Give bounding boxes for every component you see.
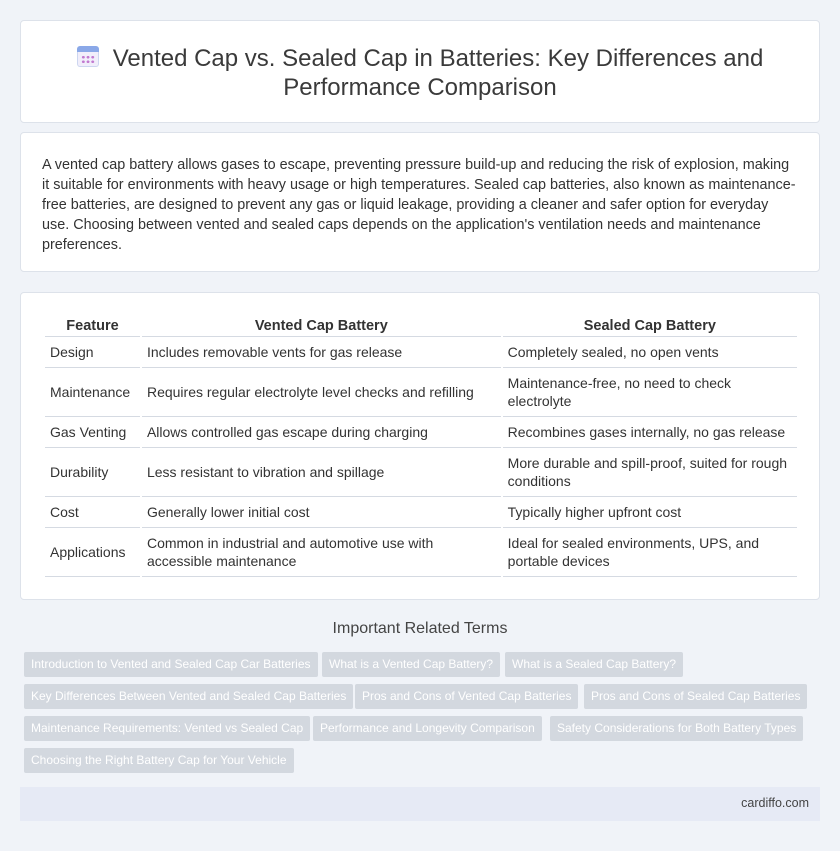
table-row [45,497,797,528]
sealed-cell: Completely sealed, no open vents [503,337,797,368]
table-row [45,448,797,497]
related-term-link[interactable]: What is a Sealed Cap Battery? [505,652,683,677]
related-terms-heading: Important Related Terms [332,620,508,637]
column-header-feature: Feature [45,315,140,337]
sealed-cell: Ideal for sealed environments, UPS, and portable devices [503,528,797,577]
table-row [45,337,797,368]
feature-cell: Design [45,337,140,368]
related-term-link[interactable]: Key Differences Between Vented and Sealed Cap Batteries [24,684,353,709]
comparison-table [43,315,799,577]
table-row [45,417,797,448]
calendar-icon [77,44,99,68]
feature-cell: Gas Venting [45,417,140,448]
sealed-cell: More durable and spill-proof, suited for rough conditions [503,448,797,497]
related-term-link[interactable]: Introduction to Vented and Sealed Cap Car Batteries [24,652,318,677]
vented-cell: Generally lower initial cost [142,497,501,528]
vented-cell: Allows controlled gas escape during charging [142,417,501,448]
table-header-row [45,315,797,337]
vented-cell: Common in industrial and automotive use with accessible maintenance [142,528,501,577]
feature-cell: Durability [45,448,140,497]
page-title-wrap [21,44,819,102]
footer [20,787,820,821]
intro-paragraph: A vented cap battery allows gases to escape, preventing pressure build-up and reducing the risk of explosion, making it suitable for environments with heavy usage or high temperatures. Sealed cap batteries, also known as maintenance-free batteries, are designed to prevent any gas or liquid leakage, providing a cleaner and safer option for everyday use. Choosing between vented and sealed caps depends on the application's ventilation needs and maintenance preferences. [42,157,796,253]
column-header-sealed: Sealed Cap Battery [503,315,797,337]
vented-cell: Requires regular electrolyte level checks and refilling [142,368,501,417]
feature-cell: Maintenance [45,368,140,417]
page-title: Vented Cap vs. Sealed Cap in Batteries: Key Differences and Performance Comparison [112,45,764,101]
related-term-link[interactable]: Maintenance Requirements: Vented vs Sealed Cap [24,716,310,741]
footer-site-name: cardiffo.com [741,796,809,810]
table-row [45,368,797,417]
feature-cell: Cost [45,497,140,528]
title-card [20,20,820,123]
related-term-link[interactable]: Performance and Longevity Comparison [313,716,542,741]
related-term-link[interactable]: Pros and Cons of Sealed Cap Batteries [584,684,807,709]
sealed-cell: Recombines gases internally, no gas release [503,417,797,448]
related-term-link[interactable]: Choosing the Right Battery Cap for Your Vehicle [24,748,294,773]
intro-card [20,132,820,272]
sealed-cell: Typically higher upfront cost [503,497,797,528]
comparison-table-card [20,292,820,600]
sealed-cell: Maintenance-free, no need to check electrolyte [503,368,797,417]
feature-cell: Applications [45,528,140,577]
table-row [45,528,797,577]
related-term-link[interactable]: Safety Considerations for Both Battery Types [550,716,803,741]
column-header-vented: Vented Cap Battery [142,315,501,337]
related-term-link[interactable]: Pros and Cons of Vented Cap Batteries [355,684,578,709]
related-term-link[interactable]: What is a Vented Cap Battery? [322,652,500,677]
vented-cell: Less resistant to vibration and spillage [142,448,501,497]
vented-cell: Includes removable vents for gas release [142,337,501,368]
